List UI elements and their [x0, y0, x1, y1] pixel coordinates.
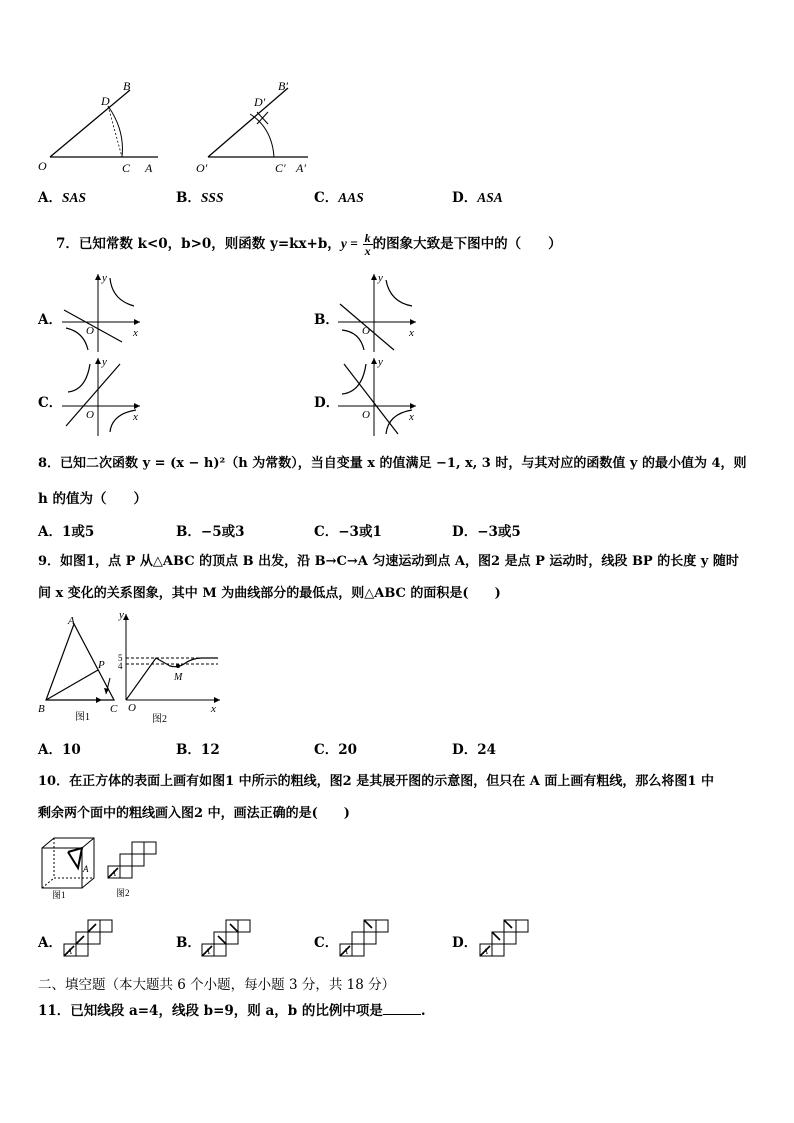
svg-text:x: x — [409, 411, 414, 423]
svg-text:y: y — [102, 356, 107, 368]
q10-option-b-net — [200, 916, 254, 960]
label-B-prime: B′ — [278, 79, 288, 93]
q9-option-a[interactable]: A．10 — [38, 742, 81, 758]
q10-option-d[interactable]: D． — [452, 935, 478, 951]
svg-text:4: 4 — [118, 661, 123, 671]
q7-graph-a — [58, 270, 144, 354]
svg-text:x: x — [133, 411, 138, 423]
q6-option-d[interactable]: D．ASA — [452, 190, 503, 206]
svg-text:A: A — [67, 947, 72, 956]
q8-option-c[interactable]: C．−3或1 — [314, 524, 382, 540]
q6-option-b[interactable]: B．SSS — [176, 190, 224, 206]
q9-option-d[interactable]: D．24 — [452, 742, 497, 758]
svg-text:O: O — [362, 325, 370, 337]
svg-text:A: A — [68, 615, 75, 627]
q10-option-a[interactable]: A． — [38, 935, 62, 951]
svg-text:O: O — [362, 409, 370, 421]
q7-option-d[interactable]: D． — [314, 395, 340, 411]
q9-stem-line1: 9．如图1，点 P 从△ABC 的顶点 B 出发，沿 B→C→A 匀速运动到点 A，图2 是点 P 运动时，线段 BP 的长度 y 随时 — [38, 554, 739, 569]
svg-text:y: y — [119, 609, 124, 621]
svg-text:O: O — [128, 702, 136, 714]
label-D: D — [101, 94, 110, 108]
q10-option-b[interactable]: B． — [176, 935, 201, 951]
svg-text:y: y — [378, 272, 383, 284]
label-B: B — [123, 79, 131, 93]
svg-text:O: O — [86, 325, 94, 337]
q10-stem-line2: 剩余两个面中的粗线画入图2 中，画法正确的是( ) — [38, 806, 350, 821]
svg-text:B: B — [38, 703, 45, 715]
svg-text:O: O — [86, 409, 94, 421]
svg-text:图1: 图1 — [75, 712, 90, 723]
svg-text:x: x — [211, 703, 216, 715]
label-O: O — [38, 159, 47, 173]
svg-text:A: A — [205, 947, 210, 956]
svg-text:y: y — [102, 272, 107, 284]
q11-answer-blank[interactable] — [383, 1002, 421, 1015]
svg-text:图2: 图2 — [116, 888, 130, 898]
q9-option-b[interactable]: B．12 — [176, 742, 220, 758]
svg-text:y: y — [378, 356, 383, 368]
q6-option-c[interactable]: C．AAS — [314, 190, 364, 206]
q8-stem-line2: h 的值为（ ） — [38, 491, 148, 507]
svg-text:M: M — [174, 672, 183, 683]
q8-option-d[interactable]: D．−3或5 — [452, 524, 521, 540]
q6-option-a[interactable]: A．SAS — [38, 190, 87, 206]
q6-figure-left — [30, 78, 170, 178]
label-C: C — [122, 161, 131, 175]
q10-figure-1-cube — [38, 834, 100, 900]
label-D-prime: D′ — [254, 95, 266, 109]
q10-stem-line1: 10．在正方体的表面上画有如图1 中所示的粗线，图2 是其展开图的示意图，但只在 A 面上画有粗线，那么将图1 中 — [38, 774, 714, 789]
svg-text:A: A — [483, 947, 488, 956]
q10-option-c-net — [338, 916, 392, 960]
label-A: A — [145, 161, 153, 175]
q8-option-a[interactable]: A．1或5 — [38, 524, 95, 540]
q7-option-a[interactable]: A． — [38, 312, 62, 328]
q10-option-d-net — [478, 916, 532, 960]
q7-stem: 7．已知常数 k<0，b>0，则函数 y=kx+b，y = $\frac{k}{x}$ 的图象大致是下图中的（ ） — [56, 231, 562, 258]
svg-text:图1: 图1 — [52, 890, 66, 900]
svg-text:P: P — [98, 659, 105, 671]
q7-graph-d — [334, 354, 420, 438]
q7-graph-b — [334, 270, 420, 354]
label-C-prime: C′ — [275, 161, 286, 175]
svg-text:A: A — [83, 864, 89, 874]
q8-stem-line1: 8．已知二次函数 y = (x − h)²（h 为常数），当自变量 x 的值满足 −1, x, 3 时，与其对应的函数值 y 的最小值为 4，则 — [38, 456, 747, 471]
svg-text:x: x — [409, 327, 414, 339]
svg-text:5: 5 — [118, 653, 123, 663]
label-A-prime: A′ — [296, 161, 306, 175]
svg-text:x: x — [133, 327, 138, 339]
q8-option-b[interactable]: B．−5或3 — [176, 524, 245, 540]
label-O-prime: O′ — [196, 161, 208, 175]
q7-fraction: $\frac{k}{x}$ — [364, 231, 371, 258]
q6-figure-right — [190, 78, 330, 178]
q9-stem-line2: 间 x 变化的关系图象，其中 M 为曲线部分的最低点，则△ABC 的面积是( ) — [38, 586, 501, 601]
svg-text:A: A — [343, 947, 348, 956]
q10-option-c[interactable]: C． — [314, 935, 339, 951]
q7-graph-c — [58, 354, 144, 438]
q9-figure-2-graph — [114, 608, 226, 728]
svg-text:C: C — [110, 703, 118, 715]
section-heading-fill-in: 二、填空题（本大题共 6 个小题，每小题 3 分，共 18 分） — [38, 977, 396, 993]
q10-figure-2-net — [104, 838, 164, 898]
svg-text:图2: 图2 — [152, 714, 167, 725]
q10-option-a-net — [62, 916, 116, 960]
q7-option-b[interactable]: B． — [314, 312, 339, 328]
q7-option-c[interactable]: C． — [38, 395, 63, 411]
svg-text:A: A — [111, 869, 116, 878]
q9-option-c[interactable]: C．20 — [314, 742, 358, 758]
q11-stem: 11．已知线段 a=4，线段 b=9，则 a，b 的比例中项是 . — [38, 1003, 426, 1019]
